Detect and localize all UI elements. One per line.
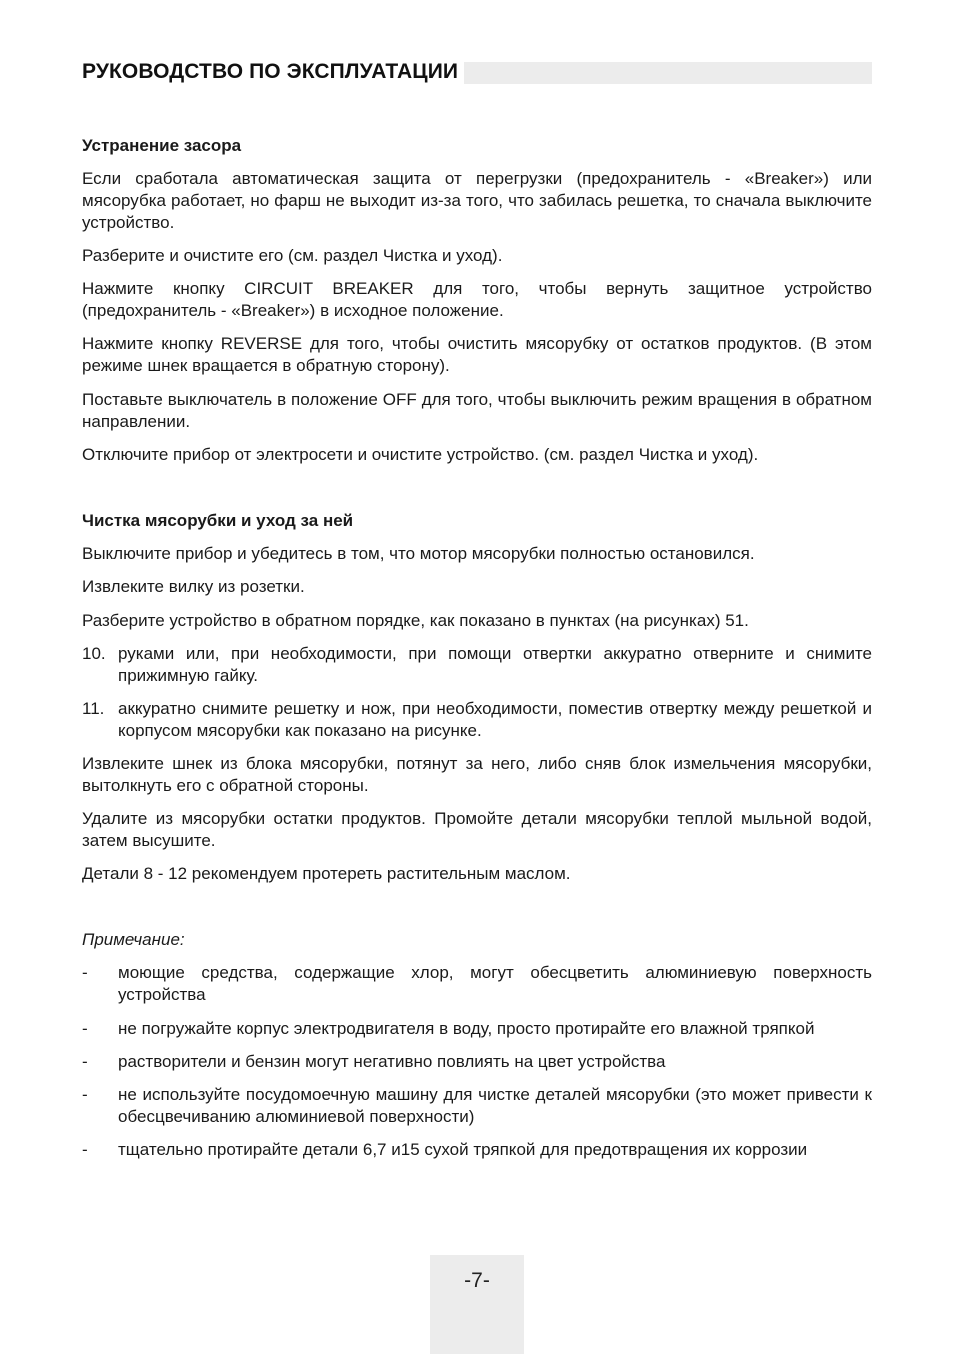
paragraph: Выключите прибор и убедитесь в том, что мотор мясорубки полностью остановился.	[82, 544, 755, 563]
paragraph: Разберите устройство в обратном порядке, как показано в пунктах (на рисунках) 51.	[82, 611, 749, 630]
numbered-item-11	[82, 698, 872, 742]
paragraph: Отключите прибор от электросети и очистите устройство. (см. раздел Чистка и уход).	[82, 445, 759, 464]
item-text: тщательно протирайте детали 6,7 и15 сухой тряпкой для предотвращения их коррозии	[118, 1140, 808, 1159]
section1-paragraph-2	[82, 245, 872, 267]
note-item-5	[82, 1139, 872, 1161]
section2-paragraph-2	[82, 576, 872, 598]
section2-paragraph-4	[82, 753, 872, 797]
dash-marker: -	[82, 1085, 88, 1104]
item-number: 11.	[82, 699, 105, 718]
item-text: растворители и бензин могут негативно повлиять на цвет устройства	[118, 1052, 666, 1071]
note-label-block	[82, 929, 872, 951]
dash-marker: -	[82, 963, 88, 982]
section2-heading: Чистка мясорубки и уход за ней	[82, 511, 354, 530]
item-text: руками или, при необходимости, при помощи отвертки аккуратно отверните и снимите прижимную гайку.	[118, 644, 872, 685]
note-item-3	[82, 1051, 872, 1073]
paragraph: Нажмите кнопку REVERSE для того, чтобы очистить мясорубку от остатков продуктов. (В этом режиме шнек вращается в обратную сторону).	[82, 334, 872, 375]
item-text: моющие средства, содержащие хлор, могут обесцветить алюминиевую поверхность устройства	[118, 963, 872, 1004]
header-bar	[82, 62, 872, 84]
paragraph: Удалите из мясорубки остатки продуктов. Промойте детали мясорубки теплой мыльной водой, затем высушите.	[82, 809, 872, 850]
section2-heading-block	[82, 510, 872, 532]
item-text: не используйте посудомоечную машину для чистке деталей мясорубки (это может привести к обесцвечиванию алюминиевой поверхности)	[118, 1085, 872, 1126]
paragraph: Нажмите кнопку CIRCUIT BREAKER для того, чтобы вернуть защитное устройство (предохранитель - «Breaker») в исходное положение.	[82, 279, 872, 320]
dash-marker: -	[82, 1019, 88, 1038]
section1-heading: Устранение засора	[82, 136, 242, 155]
page-number: -7-	[464, 1269, 490, 1292]
dash-marker: -	[82, 1052, 88, 1071]
note-item-2	[82, 1018, 872, 1040]
section2-paragraph-3	[82, 610, 872, 632]
section1-paragraph-6	[82, 444, 872, 466]
page-number-box	[430, 1255, 524, 1354]
section1-paragraph-3	[82, 278, 872, 322]
section1-paragraph-5	[82, 389, 872, 433]
item-text: аккуратно снимите решетку и нож, при необходимости, поместив отвертку между решеткой и корпусом мясорубки как показано на рисунке.	[118, 699, 872, 740]
paragraph: Поставьте выключатель в положение OFF для того, чтобы выключить режим вращения в обратном направлении.	[82, 390, 872, 431]
paragraph: Извлеките вилку из розетки.	[82, 577, 305, 596]
note-item-1	[82, 962, 872, 1006]
item-number: 10.	[82, 644, 106, 663]
section1-paragraph-4	[82, 333, 872, 377]
section1-paragraph-1	[82, 168, 872, 234]
paragraph: Если сработала автоматическая защита от перегрузки (предохранитель - «Breaker») или мясорубка работает, но фарш не выходит из-за того, что забилась решетка, то сначала выключите устройство.	[82, 169, 872, 232]
note-item-4	[82, 1084, 872, 1128]
page-title: РУКОВОДСТВО ПО ЭКСПЛУАТАЦИИ	[82, 60, 464, 84]
paragraph: Разберите и очистите его (см. раздел Чистка и уход).	[82, 246, 503, 265]
section1-heading-block	[82, 135, 872, 157]
paragraph: Извлеките шнек из блока мясорубки, потянут за него, либо сняв блок измельчения мясорубки, вытолкнуть его с обратной стороны.	[82, 754, 872, 795]
paragraph: Детали 8 - 12 рекомендуем протереть растительным маслом.	[82, 864, 571, 883]
section2-paragraph-5	[82, 808, 872, 852]
numbered-item-10	[82, 643, 872, 687]
note-label: Примечание:	[82, 930, 185, 949]
item-text: не погружайте корпус электродвигателя в воду, просто протирайте его влажной тряпкой	[118, 1019, 815, 1038]
section2-paragraph-1	[82, 543, 872, 565]
dash-marker: -	[82, 1140, 88, 1159]
section2-paragraph-6	[82, 863, 872, 885]
